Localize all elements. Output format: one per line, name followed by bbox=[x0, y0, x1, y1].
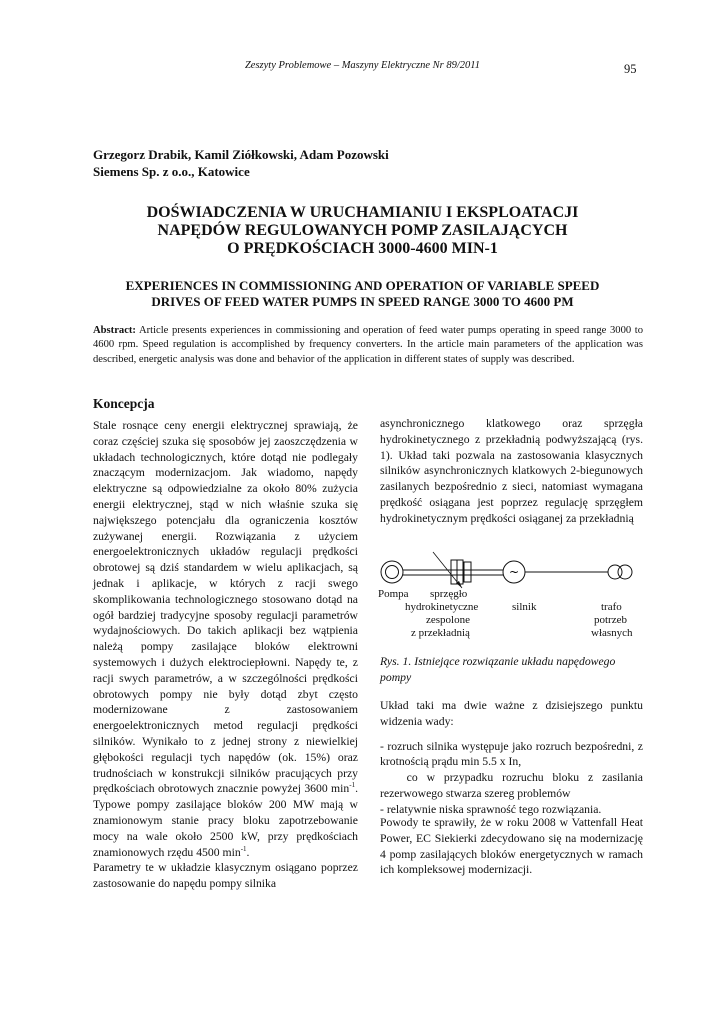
label-potrzeb: potrzeb bbox=[594, 614, 627, 626]
title-pl-line: NAPĘDÓW REGULOWANYCH POMP ZASILAJĄCYCH bbox=[157, 222, 568, 239]
figure-drive-diagram bbox=[378, 548, 643, 652]
abstract-label: Abstract: bbox=[93, 325, 136, 336]
drive-schematic bbox=[378, 548, 643, 596]
page-number: 95 bbox=[624, 62, 637, 76]
right-paragraph-2: Układ taki ma dwie ważne z dzisiejszego punktu widzenia wady: bbox=[380, 699, 643, 728]
list-item: co w przypadku rozruchu bloku z zasilania rezerwowego stwarza szereg problemów bbox=[380, 771, 646, 800]
right-column-mid bbox=[380, 698, 646, 818]
right-column-top bbox=[380, 416, 643, 527]
superscript: -1 bbox=[349, 781, 356, 790]
left-p1-end: . bbox=[246, 845, 250, 859]
left-paragraph-2: Parametry te w układzie klasycznym osiągano poprzez zastosowanie do napędu pompy silnika bbox=[93, 861, 358, 891]
figure-caption: Rys. 1. Istniejące rozwiązanie układu napędowego pompy bbox=[380, 655, 616, 684]
journal-header: Zeszyty Problemowe – Maszyny Elektryczne Nr 89/2011 bbox=[244, 60, 481, 71]
pump-inner-symbol bbox=[386, 566, 399, 579]
title-en-line: DRIVES OF FEED WATER PUMPS IN SPEED RANGE 3000 TO 4600 PM bbox=[151, 294, 574, 309]
left-p1-cont: . Typowe pompy zasilające bloków 200 MW mają w znamionowym stanie pracy bloku zapotrzebowanie mocy na wale około 2500 kW, przy prędkościach znamionowych rzędu 4500 min bbox=[93, 782, 358, 859]
list-item: - relatywnie niska sprawność tego rozwiązania. bbox=[380, 802, 602, 816]
label-pompa: Pompa bbox=[378, 588, 409, 600]
label-hydrokinetyczne: hydrokinetyczne bbox=[405, 601, 479, 613]
title-english bbox=[60, 278, 665, 310]
right-column-bottom bbox=[380, 815, 643, 878]
right-paragraph-3: Powody te sprawiły, że w roku 2008 w Vattenfall Heat Power, EC Siekierki zdecydowano się na modernizację 4 pomp zasilających bloków energetycznych w ramach ich kompleksowej modernizacji. bbox=[380, 816, 643, 877]
gear-symbol bbox=[464, 562, 471, 582]
abstract bbox=[93, 324, 643, 367]
label-z-przekladnia: z przekładnią bbox=[411, 627, 470, 639]
list-item: - rozruch silnika występuje jako rozruch bezpośredni, z krotnością prądu min 5.5 x In, bbox=[380, 739, 643, 769]
author-names: Grzegorz Drabik, Kamil Ziółkowski, Adam Pozowski bbox=[93, 147, 389, 162]
left-column bbox=[93, 418, 358, 892]
transformer-coil-2 bbox=[618, 565, 632, 579]
label-sprzeglo: sprzęgło bbox=[430, 588, 468, 600]
left-p1-text: Stale rosnące ceny energii elektrycznej sprawiają, że coraz częściej szuka się sposobów jej zaoszczędzenia w układach technologicznych, które dotąd nie podlegały znaczącym modernizacjom. Jak wiadomo, napędy elektryczne są odpowiedzialne za około 80% zużycia energii elektrycznej, stąd w nich właśnie szuka się największego potencjału dla ograniczenia kosztów zużywanej energii. Rozwiązania z użyciem energoelektronicznych układów regulacji prędkości obrotowej są dziś standardem w wielu aplikacjach, są jednak i aplikacje, w których z racji swego skomplikowania technologicznego stosowano dotąd na ogół bardziej tradycyjne sposoby regulacji parametrów wydajnościowych. Do takich aplikacji bez wątpienia należą pompy zasilające bloków elektrowni systemowych i dużych elektrociepłowni. Napędy te, z racji swych parametrów, a w szczególności prędkości obrotowych pompy nie były dotąd zbyt często modernizowane z zastosowaniem energoelektronicznych metod regulacji prędkości silników. Wynikało to z jednej strony z niewielkiej głębokości regulacji tych napędów (ok. 15%) oraz trudnościach w konstrukcji silników pracujących przy prędkościach obrotowych znacznie powyżej 3600 min bbox=[93, 419, 358, 796]
label-trafo: trafo bbox=[601, 601, 622, 613]
label-silnik: silnik bbox=[512, 601, 537, 613]
pump-symbol bbox=[381, 561, 403, 583]
section-heading: Koncepcja bbox=[93, 396, 155, 411]
motor-tilde: ~ bbox=[509, 565, 520, 579]
title-pl-line: O PRĘDKOŚCIACH 3000-4600 MIN-1 bbox=[227, 240, 498, 257]
superscript: -1 bbox=[240, 844, 247, 853]
label-zespolone: zespolone bbox=[426, 614, 470, 626]
author-block bbox=[93, 146, 389, 180]
abstract-text: Article presents experiences in commissioning and operation of feed water pumps operating in speed range 3000 to 4600 rpm. Speed regulation is accomplished by frequency converters. In the article main parameters of the application was described, energetic analysis was done and behavior of the application in different states of supply was described. bbox=[93, 325, 643, 365]
author-affiliation: Siemens Sp. z o.o., Katowice bbox=[93, 164, 250, 179]
label-wlasnych: własnych bbox=[591, 627, 633, 639]
left-paragraph-1 bbox=[93, 418, 358, 860]
title-polish bbox=[60, 204, 665, 258]
title-en-line: EXPERIENCES IN COMMISSIONING AND OPERATION OF VARIABLE SPEED bbox=[125, 278, 600, 293]
right-paragraph-1: asynchronicznego klatkowego oraz sprzęgła hydrokinetycznego z przekładnią podwyższającą (rys. 1). Układ taki pozwala na zastosowania klasycznych silników asynchronicznych klatkowych 2-biegunowych zasilanych bezpośrednio z sieci, natomiast wymagana prędkość osiągana jest poprzez regulację sprzęgłem hydrokinetycznym prędkości osiąganej za przekładnią bbox=[380, 417, 643, 525]
title-pl-line: DOŚWIADCZENIA W URUCHAMIANIU I EKSPLOATACJI bbox=[146, 204, 579, 221]
